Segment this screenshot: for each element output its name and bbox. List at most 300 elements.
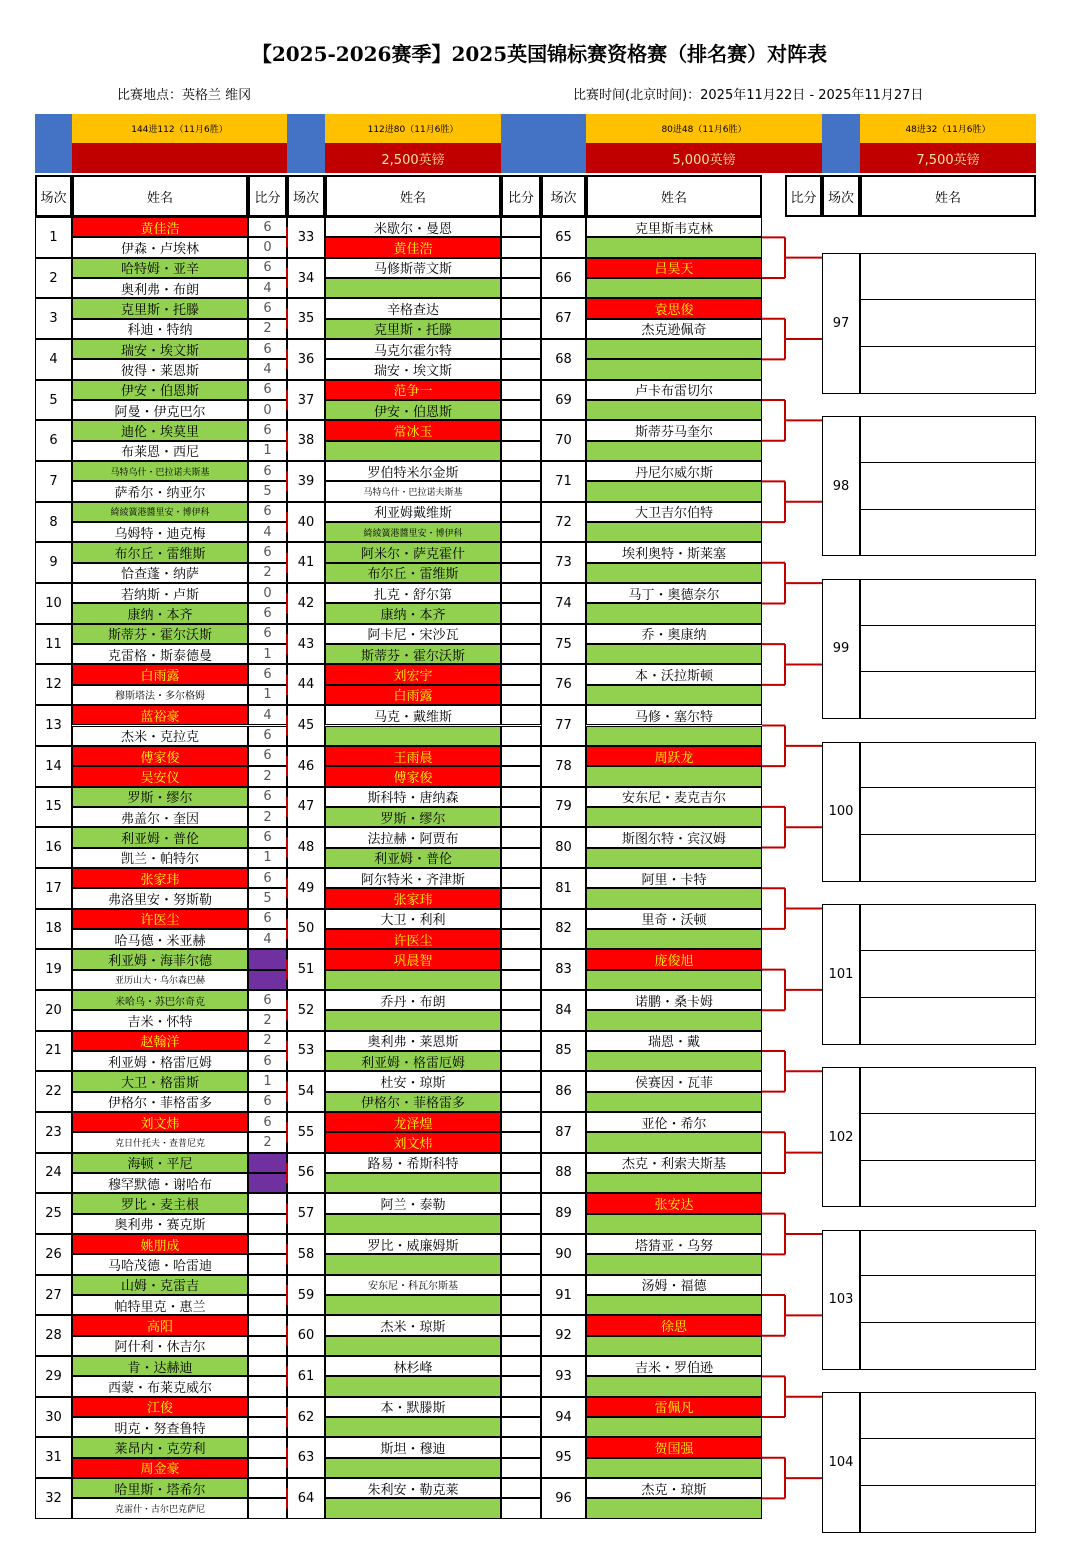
match-number: 29 — [35, 1356, 72, 1397]
player-name: 林杉峰 — [325, 1356, 501, 1376]
player-name: 山姆・克雷吉 — [72, 1275, 248, 1295]
match-number: 79 — [541, 787, 586, 828]
player-name: 科迪・特纳 — [72, 319, 248, 339]
match-number: 62 — [287, 1397, 325, 1438]
player-name: 斯蒂芬・霍尔沃斯 — [72, 624, 248, 644]
score-cell: 6 — [248, 217, 287, 237]
match-number: 90 — [541, 1234, 586, 1275]
score-cell: 6 — [248, 1092, 287, 1112]
player-name: 白雨露 — [72, 664, 248, 684]
player-name: 庞俊旭 — [586, 949, 762, 969]
player-name: 吕昊天 — [586, 258, 762, 278]
player-name: 瑞恩・戴 — [586, 1031, 762, 1051]
player-name: 奥利弗・布朗 — [72, 278, 248, 298]
player-name: 江俊 — [72, 1397, 248, 1417]
player-name: 马修斯蒂文斯 — [325, 258, 501, 278]
match-number: 72 — [541, 502, 586, 543]
player-name: 周金豪 — [72, 1458, 248, 1478]
score-cell: 1 — [248, 848, 287, 868]
player-name: 姚朋成 — [72, 1234, 248, 1254]
player-name: 周跃龙 — [586, 746, 762, 766]
match-number: 104 — [822, 1392, 860, 1532]
player-name: 赵翰洋 — [72, 1031, 248, 1051]
player-name: 雷佩凡 — [586, 1397, 762, 1417]
player-name: 伊安・伯恩斯 — [325, 400, 501, 420]
column-header: 场次 — [541, 175, 586, 217]
player-name: 斯科特・唐纳森 — [325, 787, 501, 807]
match-number: 30 — [35, 1397, 72, 1438]
player-name: 大卫吉尔伯特 — [586, 502, 762, 522]
player-name: 斯蒂芬・霍尔沃斯 — [325, 644, 501, 664]
player-name: 穆斯塔法・多尔格姆 — [72, 685, 248, 705]
match-number: 100 — [822, 742, 860, 882]
player-name: 利亚姆・格雷厄姆 — [72, 1051, 248, 1071]
match-number: 82 — [541, 909, 586, 950]
score-cell: 2 — [248, 1132, 287, 1152]
match-number: 80 — [541, 827, 586, 868]
player-name: 刘文炜 — [72, 1112, 248, 1132]
player-name: 杰克・利索夫斯基 — [586, 1153, 762, 1173]
player-name: 大卫・格雷斯 — [72, 1071, 248, 1091]
player-name: 马特乌什・巴拉诺夫斯基 — [325, 481, 501, 501]
score-cell: 6 — [248, 502, 287, 522]
player-name: 马哈茂德・哈雷迪 — [72, 1254, 248, 1274]
match-number: 36 — [287, 339, 325, 380]
player-name: 奥利弗・赛克斯 — [72, 1214, 248, 1234]
player-name: 哈里斯・塔希尔 — [72, 1478, 248, 1498]
time-text: 比赛时间(北京时间)：2025年11月22日 - 2025年11月27日 — [573, 88, 924, 103]
player-name: 弗洛里安・努斯勒 — [72, 888, 248, 908]
match-number: 34 — [287, 258, 325, 299]
score-cell: 2 — [248, 319, 287, 339]
player-name: 巩晨智 — [325, 949, 501, 969]
player-name: 利亚姆・海菲尔德 — [72, 949, 248, 969]
score-cell: 6 — [248, 909, 287, 929]
player-name: 斯蒂芬马奎尔 — [586, 420, 762, 440]
page-title: 【2025-2026赛季】2025英国锦标赛资格赛（排名赛）对阵表 — [251, 42, 828, 66]
player-name: 大卫・利利 — [325, 909, 501, 929]
match-number: 65 — [541, 217, 586, 258]
column-header: 姓名 — [586, 175, 762, 217]
match-number: 43 — [287, 624, 325, 665]
match-number: 70 — [541, 420, 586, 461]
player-name: 克日什托夫・查普尼克 — [72, 1132, 248, 1152]
match-number: 21 — [35, 1031, 72, 1072]
match-number: 6 — [35, 420, 72, 461]
score-cell: 2 — [248, 807, 287, 827]
score-cell: 6 — [248, 603, 287, 623]
match-number: 41 — [287, 542, 325, 583]
score-cell: 2 — [248, 766, 287, 786]
player-name: 侯赛因・瓦菲 — [586, 1071, 762, 1091]
match-number: 93 — [541, 1356, 586, 1397]
player-name: 哈马德・米亚赫 — [72, 929, 248, 949]
score-cell: 6 — [248, 461, 287, 481]
player-name: 安东尼・麦克吉尔 — [586, 787, 762, 807]
player-name: 莱昂内・克劳利 — [72, 1437, 248, 1457]
match-number: 76 — [541, 664, 586, 705]
match-number: 53 — [287, 1031, 325, 1072]
player-name: 肯・达赫迪 — [72, 1356, 248, 1376]
score-cell: 4 — [248, 522, 287, 542]
player-name: 弗盖尔・奎因 — [72, 807, 248, 827]
player-name: 刘文炜 — [325, 1132, 501, 1152]
player-name: 马特乌什・巴拉诺夫斯基 — [72, 461, 248, 481]
player-name: 罗斯・缪尔 — [72, 787, 248, 807]
round-prize: 2,500英镑 — [325, 143, 501, 173]
player-name: 海顿・平尼 — [72, 1153, 248, 1173]
score-cell: 1 — [248, 441, 287, 461]
player-name: 杰克・琼斯 — [586, 1478, 762, 1498]
player-name: 罗比・麦主根 — [72, 1193, 248, 1213]
player-name: 瑞安・埃文斯 — [325, 359, 501, 379]
player-name: 阿曼・伊克巴尔 — [72, 400, 248, 420]
match-number: 2 — [35, 258, 72, 299]
player-name: 罗比・威廉姆斯 — [325, 1234, 501, 1254]
player-name: 本・沃拉斯顿 — [586, 664, 762, 684]
player-name: 哈特姆・亚辛 — [72, 258, 248, 278]
match-number: 10 — [35, 583, 72, 624]
player-name: 安东尼・科瓦尔斯基 — [325, 1275, 501, 1295]
match-number: 47 — [287, 787, 325, 828]
player-name: 康纳・本齐 — [325, 603, 501, 623]
match-number: 66 — [541, 258, 586, 299]
match-number: 83 — [541, 949, 586, 990]
match-number: 87 — [541, 1112, 586, 1153]
player-name: 阿什利・休吉尔 — [72, 1336, 248, 1356]
match-number: 48 — [287, 827, 325, 868]
match-number: 27 — [35, 1275, 72, 1316]
score-cell: 0 — [248, 237, 287, 257]
match-number: 52 — [287, 990, 325, 1031]
player-name: 明克・努查鲁特 — [72, 1417, 248, 1437]
score-cell: 2 — [248, 1010, 287, 1030]
match-number: 44 — [287, 664, 325, 705]
score-cell: 6 — [248, 420, 287, 440]
score-cell: 2 — [248, 563, 287, 583]
player-name: 布尔丘・雷维斯 — [325, 563, 501, 583]
match-number: 8 — [35, 502, 72, 543]
player-name: 里奇・沃顿 — [586, 909, 762, 929]
player-name: 袁思俊 — [586, 298, 762, 318]
player-name: 綺綾簧港醬里安・博伊科 — [72, 502, 248, 522]
score-cell: 4 — [248, 929, 287, 949]
player-name: 伊格尔・菲格雷多 — [325, 1092, 501, 1112]
match-number: 28 — [35, 1315, 72, 1356]
player-name: 阿兰・泰勒 — [325, 1193, 501, 1213]
match-number: 54 — [287, 1071, 325, 1112]
player-name: 罗斯・缪尔 — [325, 807, 501, 827]
player-name: 帕特里克・惠兰 — [72, 1295, 248, 1315]
player-name: 西蒙・布莱克威尔 — [72, 1376, 248, 1396]
match-number: 78 — [541, 746, 586, 787]
player-name: 伊格尔・菲格雷多 — [72, 1092, 248, 1112]
match-number: 25 — [35, 1193, 72, 1234]
score-cell: 6 — [248, 258, 287, 278]
match-number: 13 — [35, 705, 72, 746]
match-number: 12 — [35, 664, 72, 705]
match-number: 68 — [541, 339, 586, 380]
match-number: 38 — [287, 420, 325, 461]
match-number: 89 — [541, 1193, 586, 1234]
score-cell: 6 — [248, 542, 287, 562]
player-name: 马克尔霍尔特 — [325, 339, 501, 359]
match-number: 75 — [541, 624, 586, 665]
match-number: 33 — [287, 217, 325, 258]
match-number: 99 — [822, 579, 860, 719]
player-name: 克里斯韦克林 — [586, 217, 762, 237]
player-name: 凯兰・帕特尔 — [72, 848, 248, 868]
match-number: 71 — [541, 461, 586, 502]
score-cell: 6 — [248, 827, 287, 847]
match-number: 63 — [287, 1437, 325, 1478]
match-number: 37 — [287, 380, 325, 421]
player-name: 克里斯・托滕 — [72, 298, 248, 318]
match-number: 46 — [287, 746, 325, 787]
match-number: 69 — [541, 380, 586, 421]
column-header: 场次 — [287, 175, 325, 217]
player-name: 伊森・卢埃林 — [72, 237, 248, 257]
match-number: 11 — [35, 624, 72, 665]
player-name: 穆罕默德・谢哈布 — [72, 1173, 248, 1193]
player-name: 彼得・莱恩斯 — [72, 359, 248, 379]
column-header: 比分 — [248, 175, 287, 217]
player-name: 卢卡布雷切尔 — [586, 380, 762, 400]
match-number: 24 — [35, 1153, 72, 1194]
match-number: 26 — [35, 1234, 72, 1275]
score-cell: 6 — [248, 746, 287, 766]
match-number: 96 — [541, 1478, 586, 1519]
match-number: 40 — [287, 502, 325, 543]
match-number: 20 — [35, 990, 72, 1031]
player-name: 克雷格・斯泰德曼 — [72, 644, 248, 664]
match-number: 101 — [822, 904, 860, 1044]
match-number: 50 — [287, 909, 325, 950]
player-name: 马克・戴维斯 — [325, 705, 501, 725]
player-name: 乔・奥康纳 — [586, 624, 762, 644]
player-name: 范争一 — [325, 380, 501, 400]
player-name: 傅家俊 — [72, 746, 248, 766]
player-name: 埃利奥特・斯莱塞 — [586, 542, 762, 562]
player-name: 阿里・卡特 — [586, 868, 762, 888]
player-name: 许医尘 — [72, 909, 248, 929]
score-cell: 0 — [248, 400, 287, 420]
player-name: 丹尼尔威尔斯 — [586, 461, 762, 481]
player-name: 吴安仪 — [72, 766, 248, 786]
column-header: 姓名 — [860, 175, 1036, 217]
player-name: 杰克逊佩奇 — [586, 319, 762, 339]
venue-text: 比赛地点：英格兰 维冈 — [117, 88, 252, 103]
match-number: 73 — [541, 542, 586, 583]
round-prize: 7,500英镑 — [860, 143, 1036, 173]
match-number: 103 — [822, 1230, 860, 1370]
player-name: 布莱恩・西尼 — [72, 441, 248, 461]
player-name: 马丁・奥德奈尔 — [586, 583, 762, 603]
match-number: 5 — [35, 380, 72, 421]
player-name: 张安达 — [586, 1193, 762, 1213]
match-number: 51 — [287, 949, 325, 990]
score-cell: 0 — [248, 583, 287, 603]
column-header: 场次 — [822, 175, 860, 217]
column-header: 比分 — [501, 175, 541, 217]
score-cell: 2 — [248, 1031, 287, 1051]
score-cell: 5 — [248, 888, 287, 908]
player-name: 塔猜亚・乌努 — [586, 1234, 762, 1254]
player-name: 乔丹・布朗 — [325, 990, 501, 1010]
match-number: 91 — [541, 1275, 586, 1316]
match-number: 77 — [541, 705, 586, 746]
player-name: 亚历山大・乌尔森巴赫 — [72, 970, 248, 990]
round-label: 80进48（11月6胜） — [586, 114, 822, 143]
match-number: 16 — [35, 827, 72, 868]
match-number: 98 — [822, 416, 860, 556]
match-number: 9 — [35, 542, 72, 583]
player-name: 阿尔特米・齐津斯 — [325, 868, 501, 888]
match-number: 67 — [541, 298, 586, 339]
player-name: 白雨露 — [325, 685, 501, 705]
player-name: 杜安・琼斯 — [325, 1071, 501, 1091]
match-number: 64 — [287, 1478, 325, 1519]
player-name: 诺鹏・桑卡姆 — [586, 990, 762, 1010]
player-name: 常冰玉 — [325, 420, 501, 440]
column-header: 场次 — [35, 175, 72, 217]
score-cell: 4 — [248, 359, 287, 379]
match-number: 86 — [541, 1071, 586, 1112]
match-number: 49 — [287, 868, 325, 909]
player-name: 路易・希斯科特 — [325, 1153, 501, 1173]
player-name: 张家玮 — [325, 888, 501, 908]
match-number: 32 — [35, 1478, 72, 1519]
match-number: 19 — [35, 949, 72, 990]
column-header: 姓名 — [325, 175, 501, 217]
score-cell: 6 — [248, 298, 287, 318]
match-number: 88 — [541, 1153, 586, 1194]
column-header: 比分 — [785, 175, 822, 217]
player-name: 贺国强 — [586, 1437, 762, 1457]
player-name: 龙泽煌 — [325, 1112, 501, 1132]
player-name: 乌姆特・迪克梅 — [72, 522, 248, 542]
match-number: 14 — [35, 746, 72, 787]
score-cell: 6 — [248, 726, 287, 746]
player-name: 布尔丘・雷维斯 — [72, 542, 248, 562]
player-name: 朱利安・勒克莱 — [325, 1478, 501, 1498]
score-cell: 6 — [248, 339, 287, 359]
round-label: 48进32（11月6胜） — [860, 114, 1036, 143]
player-name: 斯图尔特・宾汉姆 — [586, 827, 762, 847]
score-cell: 6 — [248, 1112, 287, 1132]
round-label: 144进112（11月6胜） — [72, 114, 287, 143]
player-name: 马修・塞尔特 — [586, 705, 762, 725]
player-name: 利亚姆・普伦 — [72, 827, 248, 847]
score-cell: 6 — [248, 868, 287, 888]
match-number: 56 — [287, 1153, 325, 1194]
player-name: 傅家俊 — [325, 766, 501, 786]
match-number: 1 — [35, 217, 72, 258]
score-cell: 6 — [248, 787, 287, 807]
player-name: 阿米尔・萨克霍什 — [325, 542, 501, 562]
match-number: 15 — [35, 787, 72, 828]
match-number: 35 — [287, 298, 325, 339]
player-name: 阿卡尼・宋沙瓦 — [325, 624, 501, 644]
player-name: 徐思 — [586, 1315, 762, 1335]
player-name: 瑞安・埃文斯 — [72, 339, 248, 359]
round-prize: 5,000英镑 — [586, 143, 822, 173]
match-number: 94 — [541, 1397, 586, 1438]
player-name: 亚伦・希尔 — [586, 1112, 762, 1132]
match-number: 58 — [287, 1234, 325, 1275]
player-name: 黄佳浩 — [72, 217, 248, 237]
player-name: 高阳 — [72, 1315, 248, 1335]
match-number: 97 — [822, 253, 860, 393]
player-name: 若纳斯・卢斯 — [72, 583, 248, 603]
player-name: 张家玮 — [72, 868, 248, 888]
player-name: 扎克・舒尔第 — [325, 583, 501, 603]
player-name: 奥利弗・莱恩斯 — [325, 1031, 501, 1051]
match-number: 18 — [35, 909, 72, 950]
match-number: 85 — [541, 1031, 586, 1072]
match-number: 3 — [35, 298, 72, 339]
player-name: 克雷什・古尔巴克萨尼 — [72, 1498, 248, 1518]
player-name: 吉米・怀特 — [72, 1010, 248, 1030]
match-number: 61 — [287, 1356, 325, 1397]
match-number: 84 — [541, 990, 586, 1031]
player-name: 杰米・琼斯 — [325, 1315, 501, 1335]
match-number: 23 — [35, 1112, 72, 1153]
player-name: 本・默滕斯 — [325, 1397, 501, 1417]
player-name: 刘宏宇 — [325, 664, 501, 684]
score-cell: 6 — [248, 1051, 287, 1071]
match-number: 92 — [541, 1315, 586, 1356]
player-name: 康纳・本齐 — [72, 603, 248, 623]
player-name: 杰米・克拉克 — [72, 726, 248, 746]
match-number: 45 — [287, 705, 325, 746]
player-name: 辛格查达 — [325, 298, 501, 318]
player-name: 蓝裕豪 — [72, 705, 248, 725]
match-number: 59 — [287, 1275, 325, 1316]
match-number: 102 — [822, 1067, 860, 1207]
match-number: 57 — [287, 1193, 325, 1234]
score-cell: 4 — [248, 705, 287, 725]
score-cell: 6 — [248, 664, 287, 684]
score-cell: 6 — [248, 380, 287, 400]
player-name: 斯坦・穆迪 — [325, 1437, 501, 1457]
score-cell: 6 — [248, 990, 287, 1010]
player-name: 罗伯特米尔金斯 — [325, 461, 501, 481]
player-name: 伊安・伯恩斯 — [72, 380, 248, 400]
score-cell: 1 — [248, 1071, 287, 1091]
match-number: 7 — [35, 461, 72, 502]
match-number: 22 — [35, 1071, 72, 1112]
player-name: 吉米・罗伯逊 — [586, 1356, 762, 1376]
match-number: 4 — [35, 339, 72, 380]
score-cell: 4 — [248, 278, 287, 298]
match-number: 42 — [287, 583, 325, 624]
column-header: 姓名 — [72, 175, 248, 217]
player-name: 迪伦・埃莫里 — [72, 420, 248, 440]
player-name: 萨希尔・纳亚尔 — [72, 481, 248, 501]
score-cell: 1 — [248, 644, 287, 664]
score-cell: 1 — [248, 685, 287, 705]
match-number: 55 — [287, 1112, 325, 1153]
match-number: 74 — [541, 583, 586, 624]
player-name: 黄佳浩 — [325, 237, 501, 257]
player-name: 恰查蓬・纳萨 — [72, 563, 248, 583]
player-name: 利亚姆・格雷厄姆 — [325, 1051, 501, 1071]
player-name: 利亚姆戴维斯 — [325, 502, 501, 522]
match-number: 95 — [541, 1437, 586, 1478]
score-cell: 5 — [248, 481, 287, 501]
player-name: 法拉赫・阿贾布 — [325, 827, 501, 847]
